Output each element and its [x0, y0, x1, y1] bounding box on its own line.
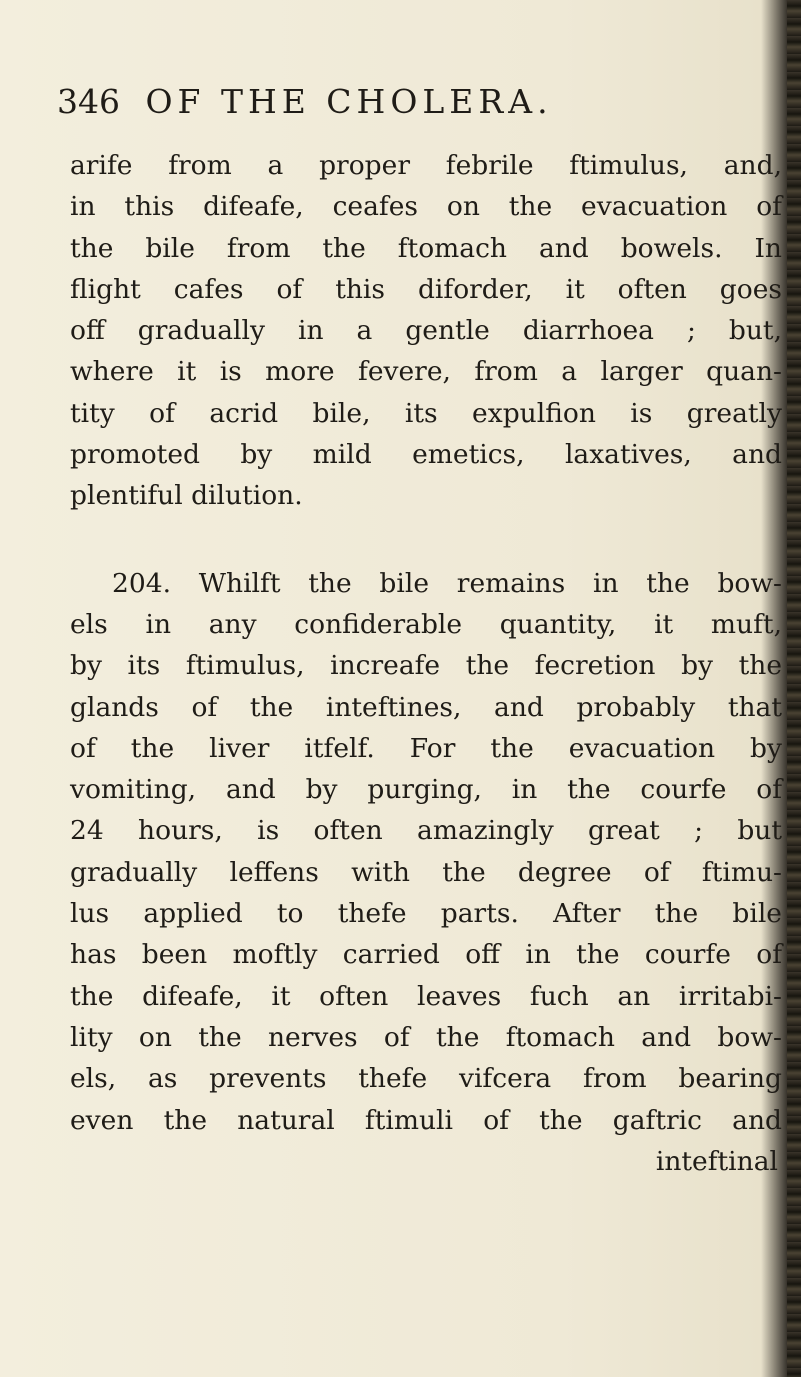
- text-line: off gradually in a gentle diarrhoea ; but,: [70, 315, 782, 347]
- text-line: plentiful dilution.: [70, 480, 303, 512]
- page-number: 346: [57, 82, 120, 121]
- text-line: gradually leffens with the degree of ftimu-: [70, 856, 782, 888]
- text-line: has been moftly carried off in the courfe of: [70, 939, 782, 971]
- text-line: the bile from the ftomach and bowels. In: [70, 232, 782, 264]
- catchword: inteftinal: [655, 1145, 778, 1177]
- text-line: vomiting, and by purging, in the courfe of: [70, 774, 782, 806]
- text-line: even the natural ftimuli of the gaftric and: [70, 1104, 782, 1136]
- text-line: of the liver itfelf. For the evacuation by: [70, 732, 782, 764]
- text-line: tity of acrid bile, its expulfion is greatly: [70, 397, 782, 429]
- text-line: glands of the inteftines, and probably that: [70, 691, 782, 723]
- running-title: OF THE CHOLERA.: [145, 82, 553, 121]
- body-text: [70, 145, 786, 1182]
- text-line: lus applied to thefe parts. After the bile: [70, 898, 782, 930]
- text-line: in this difeafe, ceafes on the evacuation of: [70, 191, 782, 223]
- text-line: arife from a proper febrile ftimulus, and,: [70, 150, 782, 181]
- text-line: by its ftimulus, increafe the fecretion by the: [70, 650, 782, 682]
- paragraph-gap: [70, 517, 786, 563]
- text-line: els in any confiderable quantity, it muft,: [70, 608, 782, 640]
- running-header: [57, 82, 697, 132]
- text-line: the difeafe, it often leaves fuch an irritabi-: [70, 980, 782, 1012]
- text-line: flight cafes of this diforder, it often goes: [70, 273, 782, 305]
- text-line: 24 hours, is often amazingly great ; but: [70, 815, 782, 847]
- page-edge-shadow: [787, 0, 801, 1377]
- text-line: where it is more fevere, from a larger quan-: [70, 356, 782, 388]
- text-line: 204. Whilft the bile remains in the bow-: [112, 567, 782, 599]
- text-line: lity on the nerves of the ftomach and bow-: [70, 1021, 782, 1053]
- text-line: els, as prevents thefe vifcera from bearing: [70, 1063, 782, 1095]
- text-line: promoted by mild emetics, laxatives, and: [70, 439, 782, 471]
